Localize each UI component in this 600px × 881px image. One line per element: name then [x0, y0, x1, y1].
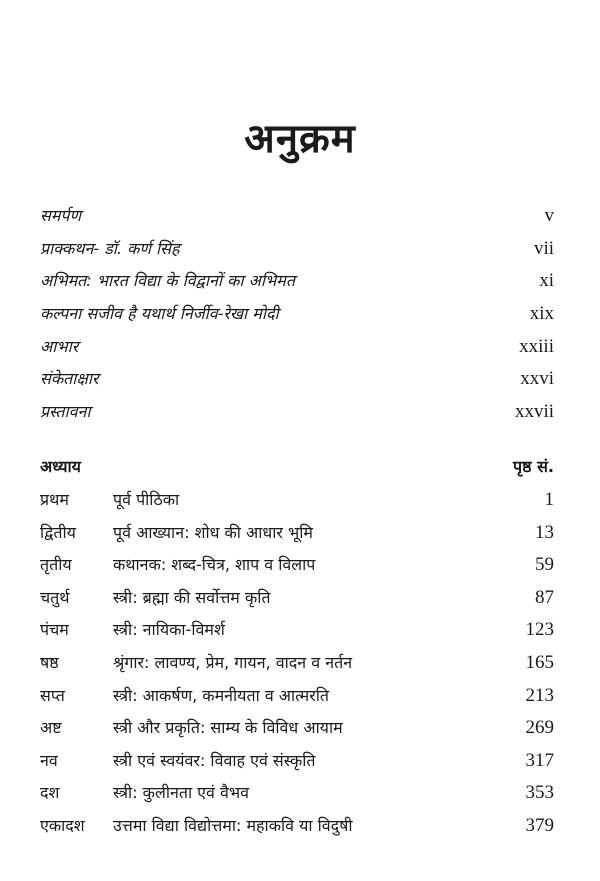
chapter-page-number: 13: [535, 521, 554, 543]
front-matter-entry: [40, 200, 554, 233]
front-matter-entry: [40, 265, 554, 298]
chapter-entry: [40, 517, 554, 550]
entry-title: प्राक्कथन- डॉ. कर्ण सिंह: [40, 238, 180, 258]
chapter-entry: [40, 712, 554, 745]
chapter-page-number: 123: [525, 619, 554, 641]
chapter-ordinal: अष्ट: [40, 718, 62, 738]
chapter-title: उत्तमा विद्या विद्योत्तमा: महाकवि या विदुषी: [113, 815, 353, 835]
chapter-list: [40, 484, 554, 843]
chapter-title: श्रृंगार: लावण्य, प्रेम, गायन, वादन व नर्तन: [113, 652, 353, 672]
chapter-entry: [40, 614, 554, 647]
chapter-ordinal: दश: [40, 783, 60, 803]
entry-page-number: xix: [529, 303, 554, 325]
chapter-ordinal: द्वितीय: [40, 522, 76, 542]
chapter-page-number: 379: [525, 814, 554, 836]
front-matter-entry: [40, 298, 554, 331]
chapter-ordinal: तृतीय: [40, 555, 72, 575]
chapter-page-number: 1: [544, 489, 554, 510]
chapter-entry: [40, 549, 554, 582]
chapter-title: स्त्री: ब्रह्मा की सर्वोत्तम कृति: [113, 587, 271, 607]
chapter-page-number: 353: [525, 782, 554, 804]
chapter-column-heading: अध्याय: [40, 457, 81, 476]
chapter-title: स्त्री: कुलीनता एवं वैभव: [113, 783, 250, 803]
entry-title: आभार: [40, 336, 79, 356]
page-title: अनुक्रम: [244, 115, 356, 162]
entry-page-number: xxiii: [519, 335, 554, 357]
chapter-entry: [40, 680, 554, 713]
chapter-page-number: 317: [525, 749, 554, 771]
entry-title: प्रस्तावना: [40, 402, 91, 422]
chapter-title: पूर्व आख्यान: शोध की आधार भूमि: [113, 522, 313, 542]
chapter-ordinal: चतुर्थ: [40, 587, 70, 607]
front-matter-entry: [40, 396, 554, 429]
chapter-title: स्त्री: नायिका-विमर्श: [113, 620, 225, 640]
entry-page-number: xi: [539, 270, 554, 292]
chapter-ordinal: एकादश: [40, 815, 85, 835]
chapter-ordinal: प्रथम: [40, 490, 69, 509]
chapter-entry: [40, 777, 554, 810]
chapter-entry: [40, 582, 554, 615]
chapter-page-number: 87: [535, 586, 554, 608]
chapter-title: स्त्री: आकर्षण, कमनीयता व आत्मरति: [113, 685, 330, 705]
entry-page-number: v: [544, 205, 554, 226]
chapter-ordinal: नव: [40, 750, 58, 770]
front-matter-entry: [40, 233, 554, 266]
entry-page-number: vii: [533, 237, 554, 259]
entry-page-number: xxvii: [514, 401, 554, 423]
entry-page-number: xxvi: [520, 368, 554, 390]
chapter-title: पूर्व पीठिका: [113, 490, 180, 509]
chapter-page-number: 213: [525, 684, 554, 706]
chapter-ordinal: षष्ठ: [40, 652, 59, 672]
chapter-title: कथानक: शब्द-चित्र, शाप व विलाप: [113, 555, 316, 575]
chapter-entry: [40, 745, 554, 778]
page-column-heading: पृष्ठ सं.: [513, 457, 554, 476]
chapter-ordinal: पंचम: [40, 620, 69, 640]
entry-title: कल्पना सजीव है यथार्थ निर्जीव-रेखा मोदी: [40, 304, 279, 324]
chapter-page-number: 165: [525, 651, 554, 673]
chapter-ordinal: सप्त: [40, 685, 65, 705]
chapter-page-number: 269: [525, 717, 554, 739]
chapter-title: स्त्री एवं स्वयंवर: विवाह एवं संस्कृति: [113, 750, 316, 770]
entry-title: अभिमत: भारत विद्या के विद्वानों का अभिमत: [40, 271, 295, 291]
entry-title: संकेताक्षार: [40, 369, 99, 389]
chapter-entry: [40, 810, 554, 843]
front-matter-list: [40, 200, 554, 429]
front-matter-entry: [40, 331, 554, 364]
front-matter-entry: [40, 363, 554, 396]
chapter-title: स्त्री और प्रकृति: साम्य के विविध आयाम: [113, 718, 343, 738]
chapter-list-header: [40, 452, 554, 482]
chapter-page-number: 59: [535, 554, 554, 576]
chapter-entry: [40, 484, 554, 517]
entry-title: समर्पण: [40, 206, 82, 225]
chapter-entry: [40, 647, 554, 680]
